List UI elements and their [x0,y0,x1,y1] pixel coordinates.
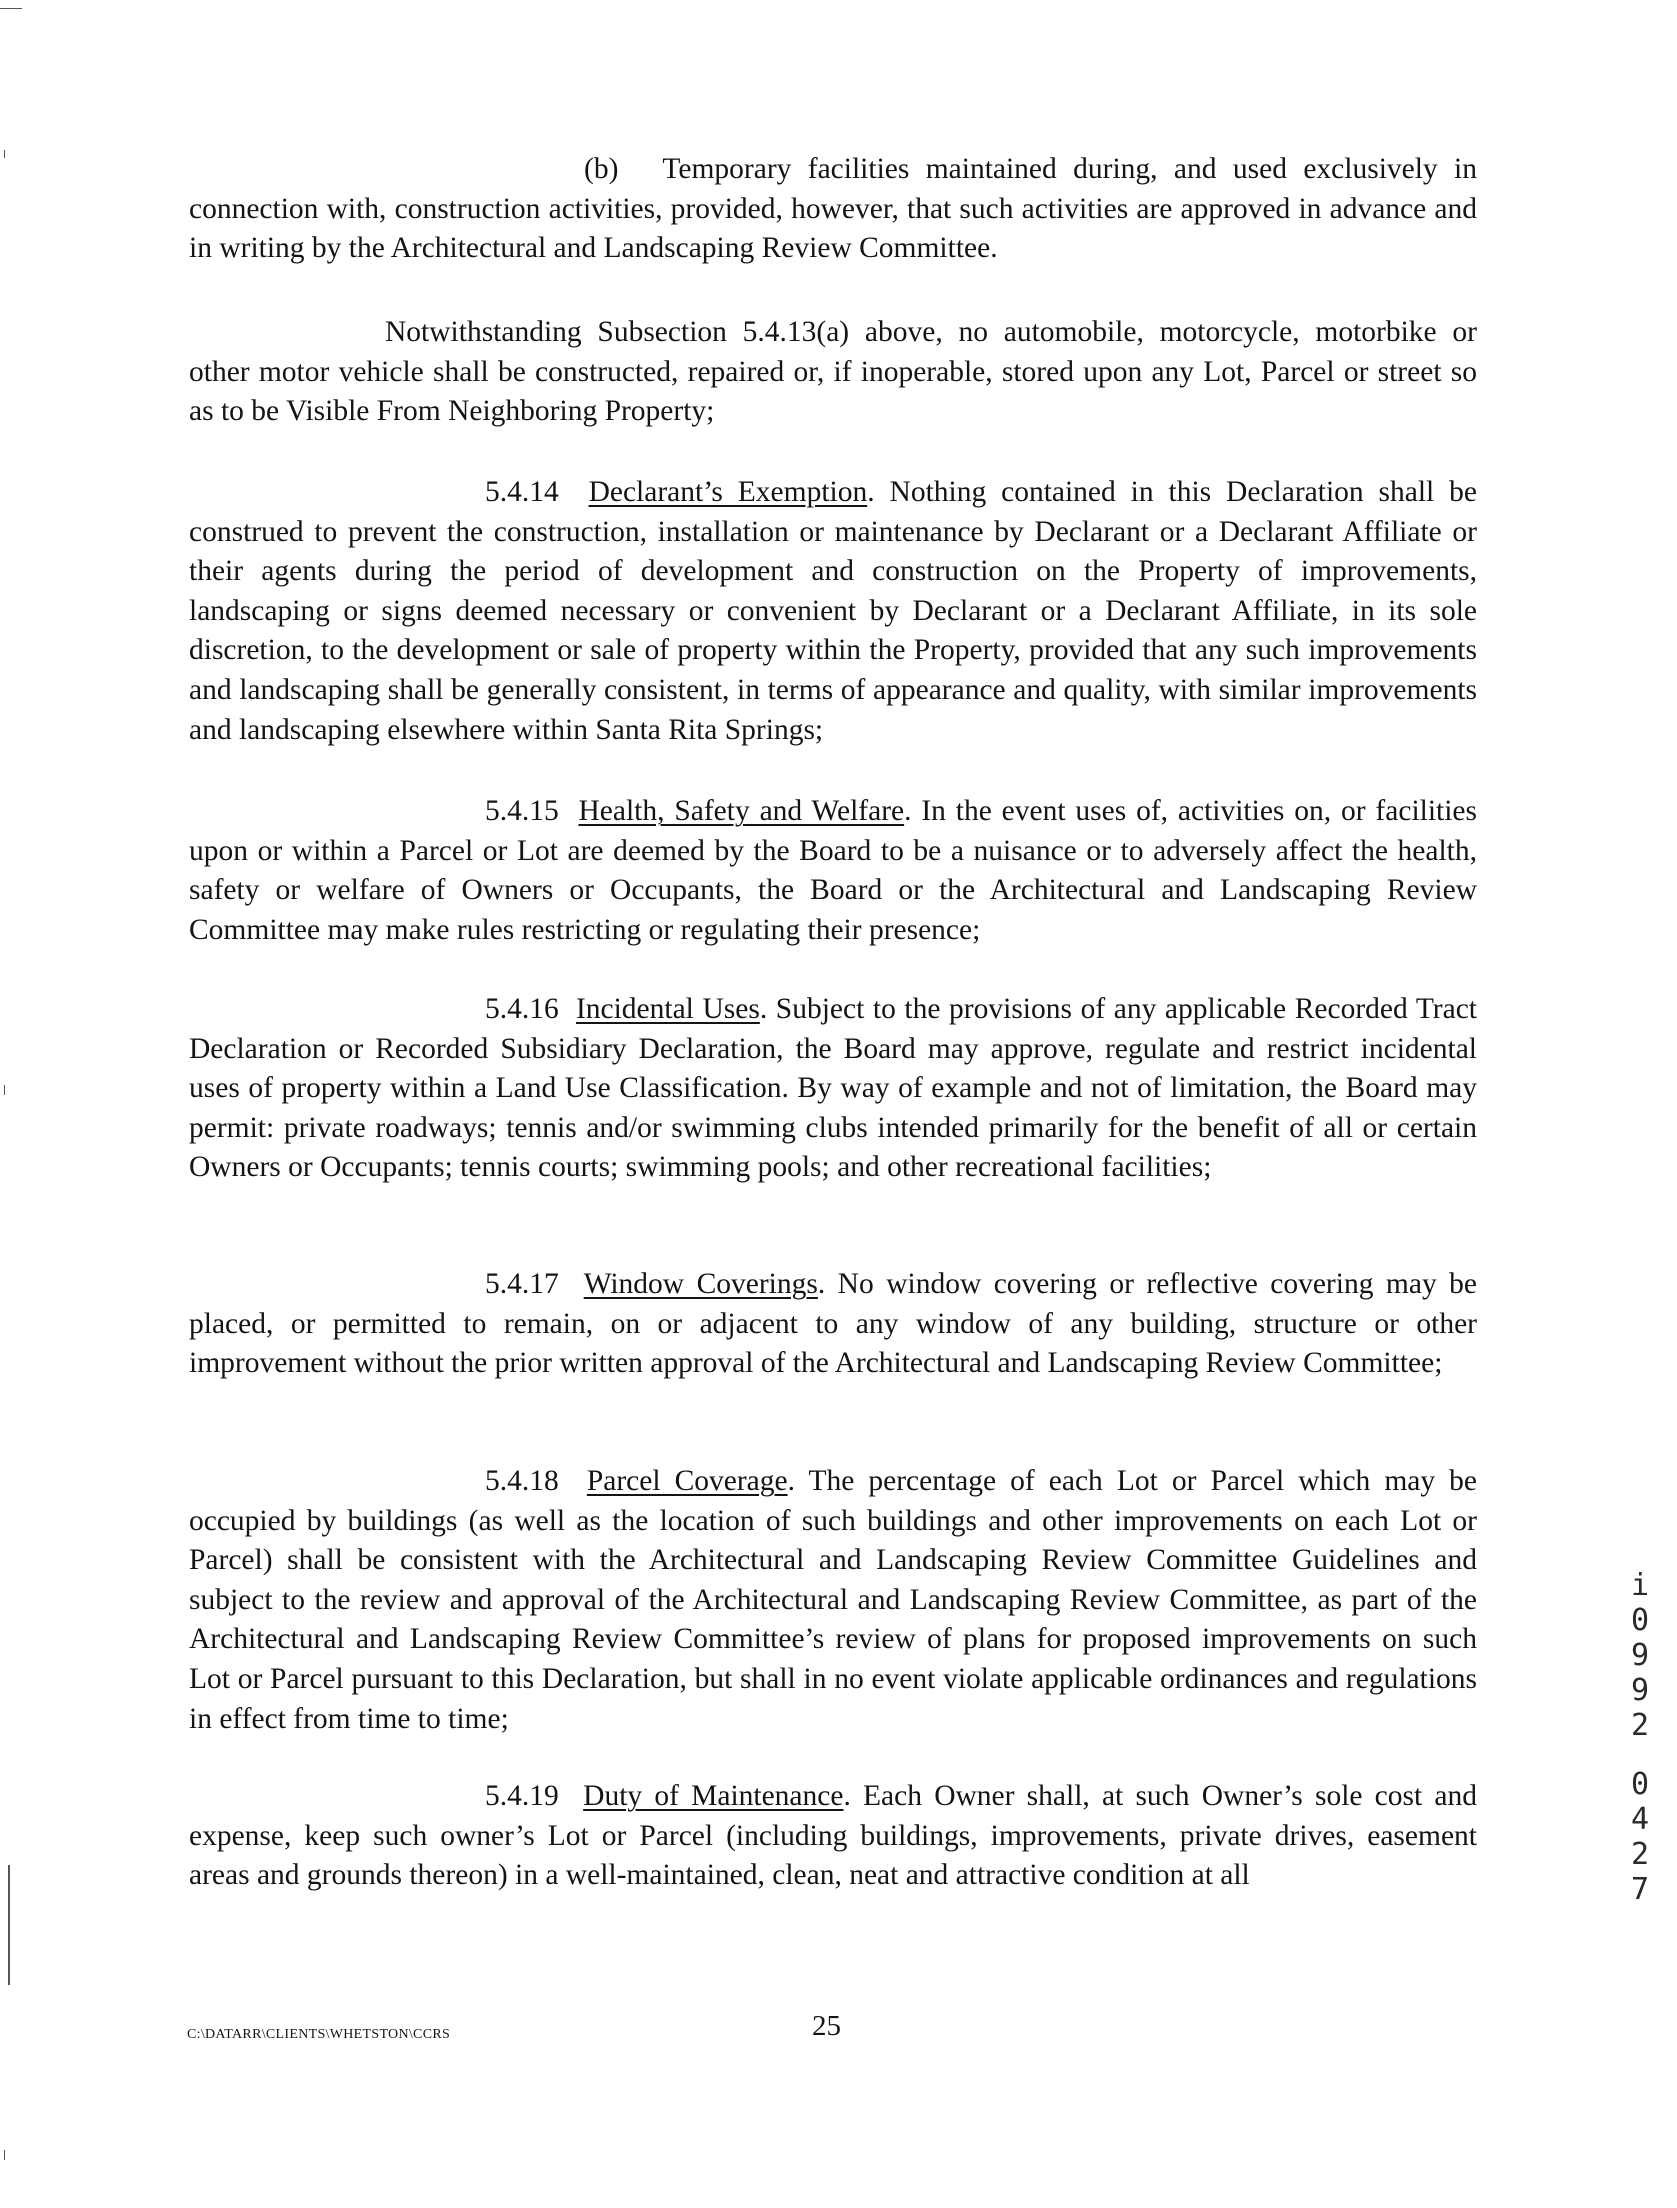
paragraph-b [189,150,1477,269]
stamp-char: i [1630,1568,1650,1603]
page-number: 25 [812,2010,841,2042]
stamp-char: 0 [1630,1767,1650,1802]
scan-mark [8,1865,10,1985]
section-heading: Window Coverings [583,1268,818,1300]
recording-stamp [1620,1568,1660,1907]
section-text: . The percentage of each Lot or Parcel which may be occupied by buildings (as well as the location of such buildings and other improvements on each Lot or Parcel) shall be consistent with the Architectural and Landscaping Review Committee Guidelines and subject to the review and approval of the Architectural and Landscaping Review Committee, as part of the Architectural and Landscaping Review Committee’s review of plans for proposed improvements on such Lot or Parcel pursuant to this Declaration, but shall in no event violate applicable ordinances and regulations in effect from time to time; [189,1465,1477,1735]
section-heading: Parcel Coverage [586,1465,788,1497]
scan-mark [4,2150,5,2160]
section-5-4-16 [189,990,1477,1188]
section-heading: Incidental Uses [575,993,760,1025]
section-number: 5.4.14 [485,476,559,508]
scan-mark [0,8,22,9]
stamp-char: 7 [1630,1872,1650,1907]
stamp-char: 2 [1630,1708,1650,1743]
scan-mark [4,150,5,158]
section-number: 5.4.15 [485,795,559,827]
scan-mark [4,1085,5,1095]
section-5-4-14 [189,473,1477,750]
section-heading: Duty of Maintenance [583,1780,844,1812]
section-5-4-15 [189,792,1477,950]
stamp-char: 2 [1630,1837,1650,1872]
section-5-4-17 [189,1265,1477,1384]
section-number: 5.4.18 [485,1465,559,1497]
section-5-4-19 [189,1777,1477,1896]
section-heading: Declarant’s Exemption [588,476,868,508]
stamp-char: 9 [1630,1638,1650,1673]
section-text: . In the event uses of, activities on, or facilities upon or within a Parcel or Lot are deemed by the Board to be a nuisance or to adversely affect the health, safety or welfare of Owners or Occupants, the Board or the Architectural and Landscaping Review Committee may make rules restricting or regulating their presence; [189,795,1477,946]
section-number: 5.4.16 [485,993,559,1025]
footer-file-path: C:\DATARR\CLIENTS\WHETSTON\CCRS [187,2027,451,2042]
section-number: 5.4.17 [485,1268,559,1300]
section-text: . Each Owner shall, at such Owner’s sole cost and expense, keep such owner’s Lot or Parcel (including buildings, improvements, private drives, easement areas and grounds thereon) in a well-maintained, clean, neat and attractive condition at all [189,1780,1477,1892]
stamp-char: 0 [1630,1603,1650,1638]
stamp-char: 9 [1630,1673,1650,1708]
section-text: . Subject to the provisions of any applicable Recorded Tract Declaration or Recorded Subsidiary Declaration, the Board may approve, regulate and restrict incidental uses of property within a Land Use Classification. By way of example and not of limitation, the Board may permit: private roadways; tennis and/or swimming clubs intended primarily for the benefit of all or certain Owners or Occupants; tennis courts; swimming pools; and other recreational facilities; [189,993,1478,1184]
paragraph-notwithstanding [189,313,1477,432]
section-heading: Health, Safety and Welfare [578,795,905,827]
section-text: . No window covering or reflective covering may be placed, or permitted to remain, on or adjacent to any window of any building, structure or other improvement without the prior written approval of the Architectural and Landscaping Review Committee; [189,1268,1478,1380]
section-number: 5.4.19 [485,1780,559,1812]
item-label: (b) [584,153,619,185]
section-text: . Nothing contained in this Declaration shall be construed to prevent the construction, installation or maintenance by Declarant or a Declarant Affiliate or their agents during the period of development and construction on the Property of improvements, landscaping or signs deemed necessary or convenient by Declarant or a Declarant Affiliate, in its sole discretion, to the development or sale of property within the Property, provided that any such improvements and landscaping shall be generally consistent, in terms of appearance and quality, with similar improvements and landscaping elsewhere within Santa Rita Springs; [189,476,1477,746]
paragraph-text: Notwithstanding Subsection 5.4.13(a) above, no automobile, motorcycle, motorbike or other motor vehicle shall be constructed, repaired or, if inoperable, stored upon any Lot, Parcel or street so as to be Visible From Neighboring Property; [189,316,1477,428]
stamp-char: 4 [1630,1802,1650,1837]
paragraph-text: Temporary facilities maintained during, and used exclusively in connection with, construction activities, provided, however, that such activities are approved in advance and in writing by the Architectural and Landscaping Review Committee. [189,153,1477,265]
section-5-4-18 [189,1462,1477,1739]
